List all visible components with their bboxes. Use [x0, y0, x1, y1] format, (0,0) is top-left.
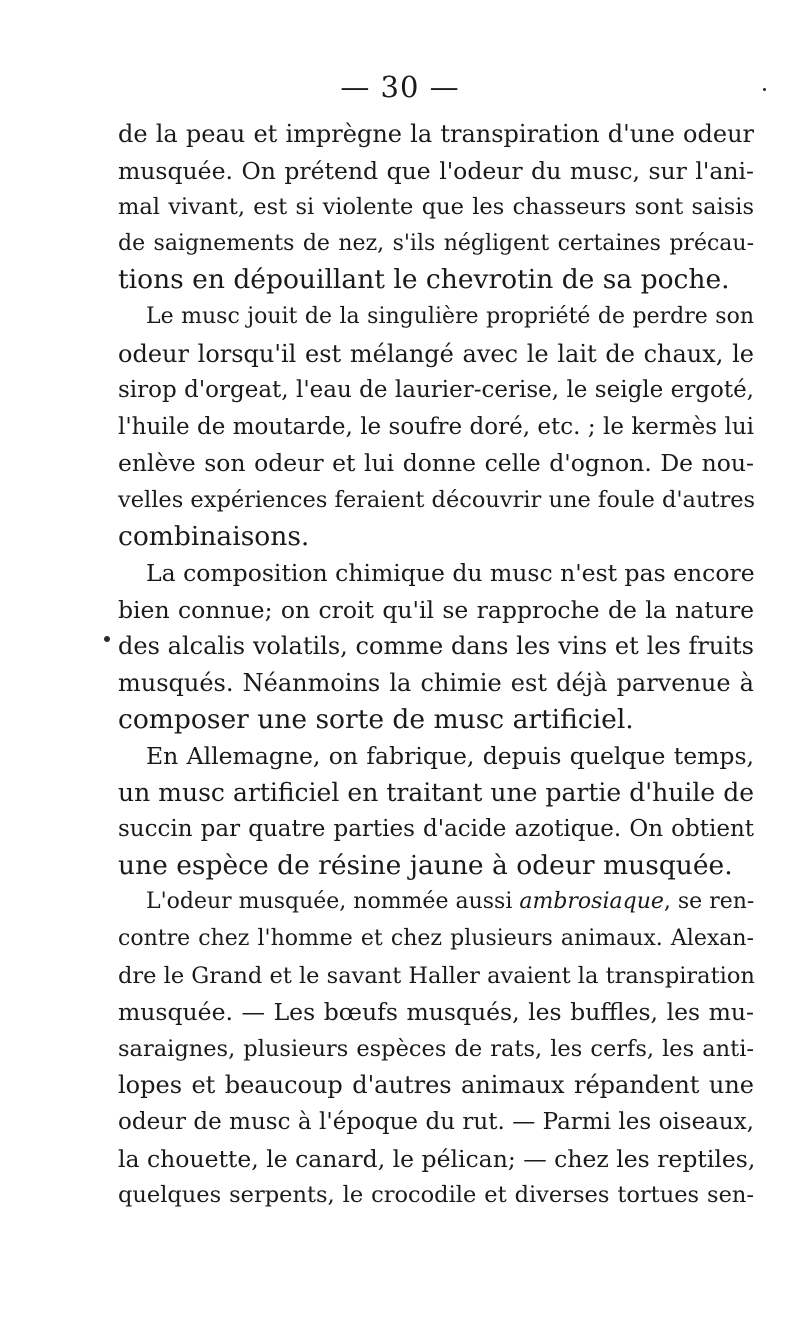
- text-line: musquée. — Les bœufs musqués, les buffles, les mu-: [118, 998, 754, 1027]
- text-line: Le musc jouit de la singulière propriété de perdre son: [146, 303, 754, 329]
- text-line: succin par quatre parties d'acide azotique. On obtient: [118, 816, 754, 843]
- body-text: [118, 116, 754, 1214]
- text-line: des alcalis volatils, comme dans les vins et les fruits: [118, 632, 754, 661]
- text-line: une espèce de résine jaune à odeur musquée.: [118, 849, 733, 881]
- text-line: contre chez l'homme et chez plusieurs animaux. Alexan-: [118, 926, 754, 952]
- text-line: un musc artificiel en traitant une partie d'huile de: [118, 777, 754, 807]
- text-line: lopes et beaucoup d'autres animaux répandent une: [118, 1071, 754, 1100]
- print-speck: [763, 88, 766, 91]
- text-line: musqués. Néanmoins la chimie est déjà parvenue à: [118, 668, 754, 697]
- text-line: L'odeur musquée, nommée aussi ambrosiaque, se ren-: [146, 889, 755, 915]
- italic-term: ambrosiaque: [519, 889, 664, 915]
- page-number: — 30 —: [340, 70, 460, 104]
- text-line: la chouette, le canard, le pélican; — chez les reptiles,: [118, 1144, 756, 1173]
- print-speck: [104, 636, 110, 642]
- text-line: odeur lorsqu'il est mélangé avec le lait de chaux, le: [118, 339, 754, 368]
- text-line: l'huile de moutarde, le soufre doré, etc. ; le kermès lui: [118, 413, 754, 440]
- text-line: En Allemagne, on fabrique, depuis quelque temps,: [146, 742, 754, 771]
- text-line: La composition chimique du musc n'est pas encore: [146, 559, 755, 588]
- text-line: bien connue; on croit qu'il se rapproche de la nature: [118, 595, 754, 624]
- text-line: mal vivant, est si violente que les chasseurs sont saisis: [118, 194, 754, 221]
- text-line: musquée. On prétend que l'odeur du musc, sur l'ani-: [118, 156, 754, 185]
- text-line: velles expériences feraient découvrir une foule d'autres: [118, 486, 756, 513]
- text-line: quelques serpents, le crocodile et diverses tortues sen-: [118, 1182, 754, 1209]
- text-line: de saignements de nez, s'ils négligent certaines précau-: [118, 230, 754, 256]
- text-line: de la peau et imprègne la transpiration d'une odeur: [118, 120, 754, 148]
- text-line: combinaisons.: [118, 520, 310, 552]
- text-line: enlève son odeur et lui donne celle d'ognon. De nou-: [118, 449, 754, 478]
- text-line: saraignes, plusieurs espèces de rats, les cerfs, les anti-: [118, 1035, 754, 1062]
- text-line: sirop d'orgeat, l'eau de laurier-cerise, le seigle ergoté,: [118, 377, 754, 404]
- text-line: odeur de musc à l'époque du rut. — Parmi les oiseaux,: [118, 1109, 754, 1136]
- text-line: composer une sorte de musc artificiel.: [118, 703, 634, 735]
- text-line: dre le Grand et le savant Haller avaient la transpiration: [118, 962, 755, 989]
- text-line: tions en dépouillant le chevrotin de sa poche.: [118, 264, 730, 296]
